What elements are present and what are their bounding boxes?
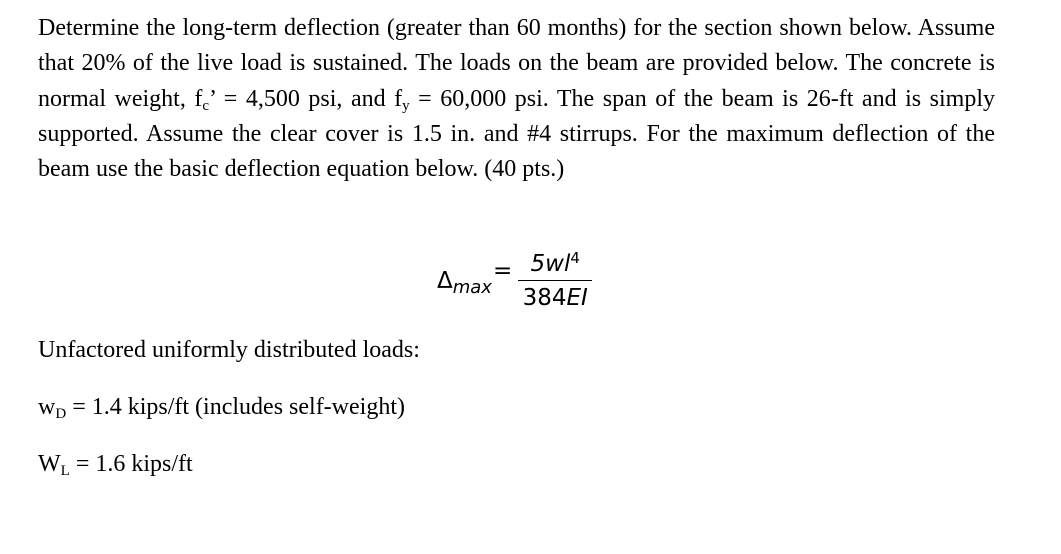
denominator-vars: EI bbox=[566, 285, 588, 312]
fc-subscript: c bbox=[202, 97, 210, 114]
equals-sign: = bbox=[492, 258, 513, 284]
delta-subscript: max bbox=[452, 277, 492, 298]
live-load-line bbox=[38, 451, 193, 478]
dead-load-symbol: w bbox=[38, 394, 56, 420]
dead-load-line bbox=[38, 394, 405, 421]
problem-text-part1: Determine the long-term deflection (greater than 60 months) for the section shown below. Assume that 20% of the live load is sustained. The loads on the beam are provided below. The concrete is normal weight, f bbox=[38, 15, 995, 112]
problem-text-part2: ’ = 4,500 psi, and f bbox=[209, 85, 403, 112]
live-load-symbol: W bbox=[38, 451, 61, 477]
problem-text-part3: = 60,000 psi. The span of the beam is 26-ft and is simply supported. Assume the clear cover is 1.5 in. and #4 stirrups. For the maximum deflection of the beam use the basic deflection equation below. (40 pts.) bbox=[38, 85, 995, 183]
numerator-exponent: 4 bbox=[570, 248, 580, 267]
live-load-value: = 1.6 kips/ft bbox=[69, 451, 193, 477]
denominator-number: 384 bbox=[522, 285, 567, 312]
fraction-denominator bbox=[523, 281, 588, 311]
dead-load-subscript: D bbox=[55, 406, 67, 422]
deflection-equation bbox=[437, 246, 592, 316]
live-load-subscript: L bbox=[60, 463, 70, 479]
loads-heading: Unfactored uniformly distributed loads: bbox=[38, 337, 420, 363]
problem-statement bbox=[38, 11, 995, 187]
numerator-main: 5wl bbox=[530, 250, 571, 277]
fy-subscript: y bbox=[402, 97, 410, 114]
equation-lhs bbox=[437, 268, 492, 298]
equation-fraction bbox=[518, 248, 592, 312]
fraction-numerator bbox=[527, 248, 584, 280]
dead-load-value: = 1.4 kips/ft (includes self-weight) bbox=[66, 394, 405, 420]
delta-symbol: Δ bbox=[437, 268, 453, 294]
